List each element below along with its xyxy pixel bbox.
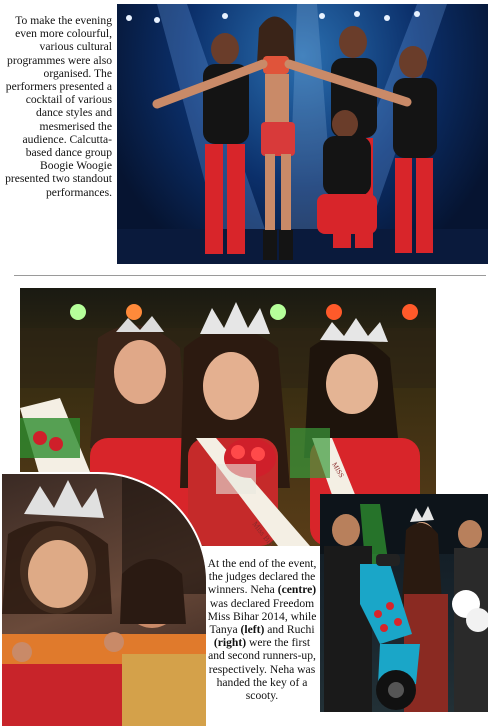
winners-text-1: At the end of the event, the judges declared the winners. Neha bbox=[207, 557, 317, 597]
winners-bold-right: (right) bbox=[213, 636, 247, 650]
sash-text-right: MISS bbox=[330, 461, 346, 480]
section-divider bbox=[14, 275, 486, 276]
caption-winners bbox=[206, 557, 318, 702]
winners-text-4: were the first and second runners-up, respectively. Neha was handed the key of a scooty. bbox=[208, 636, 316, 703]
winners-text-2: was declared Freedom Miss Bihar 2014, while Tanya bbox=[207, 596, 317, 637]
scooty-key-photo bbox=[320, 494, 488, 712]
winners-bold-centre: (centre) bbox=[277, 583, 317, 597]
winners-text-3: and Ruchi bbox=[264, 623, 315, 637]
dance-performance-photo bbox=[117, 4, 488, 264]
crowning-photo bbox=[0, 472, 208, 728]
caption-dance-performance: To make the evening even more colourful, various cultural programmes were also organised. The performers presented a cocktail of various dance styles and mesmerised the audience. Calcutta-based dance group Boogie Woogie presented two standout performances. bbox=[5, 14, 112, 199]
winners-bold-left: (left) bbox=[240, 623, 265, 637]
